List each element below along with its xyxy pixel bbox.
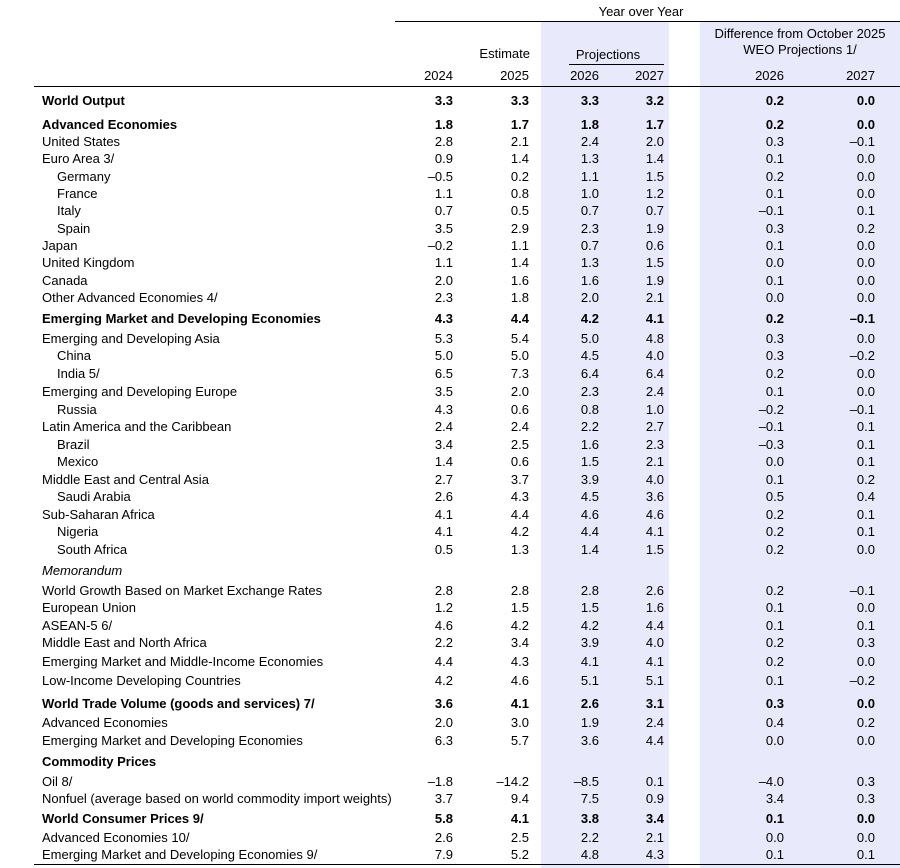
table-cell: 3.0 bbox=[510, 715, 529, 730]
table-cell: 0.1 bbox=[645, 774, 664, 789]
table-cell: 3.7 bbox=[434, 791, 453, 806]
row-label: Germany bbox=[57, 169, 111, 184]
table-cell: 0.1 bbox=[765, 472, 784, 487]
table-cell: 0.7 bbox=[434, 203, 453, 218]
table-cell: 0.3 bbox=[765, 348, 784, 363]
row-label: Emerging Market and Developing Economies bbox=[42, 733, 303, 748]
row-label: Emerging Market and Developing Economies 9/ bbox=[42, 847, 318, 862]
table-cell: 1.8 bbox=[434, 117, 453, 132]
table-cell: –14.2 bbox=[496, 774, 529, 789]
table-cell: 3.3 bbox=[510, 93, 529, 108]
table-cell: –4.0 bbox=[758, 774, 784, 789]
table-cell: 0.0 bbox=[765, 830, 784, 845]
table-cell: 2.4 bbox=[580, 134, 599, 149]
table-cell: 1.3 bbox=[510, 542, 529, 557]
difference-label-line1: Difference from October 2025 bbox=[714, 26, 886, 41]
table-cell: 0.0 bbox=[856, 733, 875, 748]
table-cell: 4.4 bbox=[580, 524, 599, 539]
row-label: Canada bbox=[42, 273, 88, 288]
table-cell: 1.9 bbox=[645, 273, 664, 288]
table-cell: 4.6 bbox=[434, 618, 453, 633]
table-cell: 4.2 bbox=[580, 311, 599, 326]
row-label: Spain bbox=[57, 221, 91, 236]
table-cell: 0.2 bbox=[856, 715, 875, 730]
table-cell: 0.2 bbox=[765, 169, 784, 184]
year-header-3: 2026 bbox=[570, 68, 599, 83]
table-cell: 2.0 bbox=[434, 273, 453, 288]
row-label: Commodity Prices bbox=[42, 754, 157, 769]
table-cell: 0.0 bbox=[765, 454, 784, 469]
table-cell: 0.0 bbox=[856, 290, 875, 305]
year-header-1: 2024 bbox=[424, 68, 453, 83]
table-cell: 0.2 bbox=[765, 542, 784, 557]
row-label: Nigeria bbox=[57, 524, 99, 539]
table-cell: 4.3 bbox=[510, 489, 529, 504]
table-cell: 0.2 bbox=[765, 117, 784, 132]
table-cell: 3.5 bbox=[434, 384, 453, 399]
table-cell: 0.0 bbox=[856, 654, 875, 669]
row-label: Emerging and Developing Asia bbox=[42, 331, 220, 346]
table-cell: 0.5 bbox=[434, 542, 453, 557]
table-cell: 0.1 bbox=[765, 273, 784, 288]
table-cell: 2.7 bbox=[645, 419, 664, 434]
table-cell: 3.8 bbox=[580, 811, 599, 826]
table-cell: 1.4 bbox=[510, 255, 529, 270]
table-cell: 1.5 bbox=[580, 600, 599, 615]
table-cell: 3.6 bbox=[580, 733, 599, 748]
table-cell: 2.1 bbox=[645, 290, 664, 305]
table-cell: 0.1 bbox=[765, 600, 784, 615]
table-cell: 0.2 bbox=[765, 583, 784, 598]
table-cell: –0.1 bbox=[849, 402, 875, 417]
row-label: European Union bbox=[42, 600, 136, 615]
table-cell: 0.0 bbox=[856, 542, 875, 557]
table-cell: 1.5 bbox=[510, 600, 529, 615]
table-cell: 3.4 bbox=[645, 811, 664, 826]
table-cell: 1.0 bbox=[645, 402, 664, 417]
table-cell: 0.2 bbox=[765, 93, 784, 108]
table-cell: 1.1 bbox=[510, 238, 529, 253]
table-cell: 0.8 bbox=[580, 402, 599, 417]
table-cell: 4.5 bbox=[580, 489, 599, 504]
row-label: Latin America and the Caribbean bbox=[42, 419, 232, 434]
row-label: Euro Area 3/ bbox=[42, 151, 115, 166]
table-cell: 0.0 bbox=[765, 733, 784, 748]
table-cell: 0.1 bbox=[765, 151, 784, 166]
table-cell: 0.1 bbox=[765, 847, 784, 862]
projections-rule bbox=[569, 64, 664, 65]
table-cell: 1.7 bbox=[510, 117, 529, 132]
table-cell: 2.3 bbox=[645, 437, 664, 452]
table-cell: 2.8 bbox=[434, 583, 453, 598]
table-cell: 3.7 bbox=[510, 472, 529, 487]
table-cell: 1.3 bbox=[580, 255, 599, 270]
table-cell: 2.1 bbox=[645, 454, 664, 469]
table-cell: 0.9 bbox=[645, 791, 664, 806]
table-cell: 0.1 bbox=[856, 419, 875, 434]
table-cell: 9.4 bbox=[510, 791, 529, 806]
row-label: World Growth Based on Market Exchange Rates bbox=[42, 583, 323, 598]
table-cell: 1.6 bbox=[645, 600, 664, 615]
table-cell: 0.1 bbox=[765, 618, 784, 633]
table-cell: 0.0 bbox=[856, 830, 875, 845]
table-cell: 1.8 bbox=[580, 117, 599, 132]
row-label: India 5/ bbox=[57, 366, 100, 381]
row-label: Low-Income Developing Countries bbox=[42, 673, 241, 688]
table-cell: 4.3 bbox=[434, 311, 453, 326]
table-cell: –0.5 bbox=[427, 169, 453, 184]
table-cell: 5.4 bbox=[510, 331, 529, 346]
table-cell: 0.1 bbox=[856, 847, 875, 862]
year-header-4: 2027 bbox=[635, 68, 664, 83]
table-cell: 2.5 bbox=[510, 830, 529, 845]
table-cell: 0.0 bbox=[856, 169, 875, 184]
row-label: Brazil bbox=[57, 437, 90, 452]
table-cell: 3.6 bbox=[645, 489, 664, 504]
table-cell: 4.6 bbox=[510, 673, 529, 688]
table-cell: –0.1 bbox=[758, 203, 784, 218]
table-cell: 4.4 bbox=[645, 733, 664, 748]
table-cell: 1.3 bbox=[580, 151, 599, 166]
table-cell: 4.2 bbox=[510, 524, 529, 539]
table-cell: 1.6 bbox=[580, 273, 599, 288]
table-cell: 0.0 bbox=[856, 238, 875, 253]
row-label: Japan bbox=[42, 238, 78, 253]
table-cell: 0.0 bbox=[856, 117, 875, 132]
table-cell: 4.8 bbox=[645, 331, 664, 346]
table-cell: 0.5 bbox=[510, 203, 529, 218]
table-cell: 3.3 bbox=[434, 93, 453, 108]
table-cell: 4.3 bbox=[434, 402, 453, 417]
table-cell: 1.5 bbox=[580, 454, 599, 469]
table-cell: 0.1 bbox=[856, 524, 875, 539]
table-cell: 0.3 bbox=[765, 331, 784, 346]
table-cell: 1.5 bbox=[645, 169, 664, 184]
table-cell: 2.9 bbox=[510, 221, 529, 236]
table-cell: 2.0 bbox=[645, 134, 664, 149]
table-cell: 0.3 bbox=[856, 635, 875, 650]
table-cell: 5.8 bbox=[434, 811, 453, 826]
table-cell: –1.8 bbox=[427, 774, 453, 789]
table-cell: 7.9 bbox=[434, 847, 453, 862]
table-cell: 4.1 bbox=[580, 654, 599, 669]
table-cell: 6.4 bbox=[645, 366, 664, 381]
table-cell: –0.1 bbox=[849, 134, 875, 149]
table-cell: 4.3 bbox=[645, 847, 664, 862]
table-cell: 2.1 bbox=[510, 134, 529, 149]
row-label: Nonfuel (average based on world commodity import weights) bbox=[42, 791, 392, 806]
header-bottom-rule bbox=[34, 86, 900, 87]
table-cell: 4.4 bbox=[645, 618, 664, 633]
table-cell: 4.1 bbox=[645, 654, 664, 669]
table-cell: 4.1 bbox=[645, 311, 664, 326]
table-cell: 0.1 bbox=[856, 454, 875, 469]
year-header-2: 2025 bbox=[500, 68, 529, 83]
table-cell: 4.2 bbox=[580, 618, 599, 633]
table-cell: 0.7 bbox=[580, 238, 599, 253]
table-cell: 0.7 bbox=[645, 203, 664, 218]
table-cell: 6.5 bbox=[434, 366, 453, 381]
table-cell: 4.1 bbox=[510, 696, 529, 711]
row-label: Emerging and Developing Europe bbox=[42, 384, 238, 399]
table-cell: 1.6 bbox=[510, 273, 529, 288]
table-cell: 0.6 bbox=[510, 454, 529, 469]
table-cell: 0.2 bbox=[765, 311, 784, 326]
table-cell: 0.0 bbox=[856, 384, 875, 399]
table-cell: 1.4 bbox=[645, 151, 664, 166]
table-cell: 0.2 bbox=[856, 472, 875, 487]
table-cell: 0.1 bbox=[765, 238, 784, 253]
table-cell: 7.5 bbox=[580, 791, 599, 806]
table-cell: 0.0 bbox=[856, 366, 875, 381]
table-cell: 2.6 bbox=[434, 489, 453, 504]
row-label: United States bbox=[42, 134, 121, 149]
row-label: South Africa bbox=[57, 542, 128, 557]
header-top-rule bbox=[395, 21, 900, 22]
row-label: Other Advanced Economies 4/ bbox=[42, 290, 218, 305]
table-cell: 4.1 bbox=[510, 811, 529, 826]
row-label: Oil 8/ bbox=[42, 774, 73, 789]
table-cell: 3.4 bbox=[434, 437, 453, 452]
table-cell: 5.0 bbox=[510, 348, 529, 363]
table-cell: 0.2 bbox=[765, 524, 784, 539]
row-label: Russia bbox=[57, 402, 97, 417]
table-cell: 0.2 bbox=[856, 221, 875, 236]
table-cell: 0.0 bbox=[856, 93, 875, 108]
table-cell: 4.2 bbox=[510, 618, 529, 633]
year-over-year-label: Year over Year bbox=[598, 4, 684, 19]
table-cell: 5.0 bbox=[580, 331, 599, 346]
table-cell: 5.2 bbox=[510, 847, 529, 862]
table-cell: 2.2 bbox=[434, 635, 453, 650]
table-cell: 2.8 bbox=[510, 583, 529, 598]
table-cell: –0.2 bbox=[849, 673, 875, 688]
table-cell: 5.1 bbox=[580, 673, 599, 688]
table-cell: 5.1 bbox=[645, 673, 664, 688]
table-cell: 1.4 bbox=[510, 151, 529, 166]
row-label: Sub-Saharan Africa bbox=[42, 507, 155, 522]
table-cell: 1.1 bbox=[580, 169, 599, 184]
row-label: Middle East and North Africa bbox=[42, 635, 207, 650]
table-cell: 2.6 bbox=[580, 696, 599, 711]
table-cell: 2.4 bbox=[645, 715, 664, 730]
table-cell: 3.4 bbox=[510, 635, 529, 650]
table-cell: 1.7 bbox=[645, 117, 664, 132]
table-bottom-rule bbox=[34, 864, 900, 865]
row-label: Middle East and Central Asia bbox=[42, 472, 209, 487]
row-label: France bbox=[57, 186, 98, 201]
row-label: Memorandum bbox=[42, 563, 123, 578]
table-cell: 3.3 bbox=[580, 93, 599, 108]
table-cell: 1.1 bbox=[434, 186, 453, 201]
table-cell: 0.6 bbox=[645, 238, 664, 253]
table-cell: 0.1 bbox=[856, 507, 875, 522]
table-cell: 0.6 bbox=[510, 402, 529, 417]
table-cell: 0.1 bbox=[765, 673, 784, 688]
table-cell: 0.1 bbox=[856, 618, 875, 633]
row-label: Emerging Market and Middle-Income Economies bbox=[42, 654, 324, 669]
table-cell: –0.2 bbox=[758, 402, 784, 417]
table-cell: 6.4 bbox=[580, 366, 599, 381]
row-label: World Consumer Prices 9/ bbox=[42, 811, 204, 826]
table-cell: 4.1 bbox=[434, 507, 453, 522]
projections-label: Projections bbox=[575, 47, 641, 62]
table-cell: 2.2 bbox=[580, 419, 599, 434]
table-cell: 2.5 bbox=[510, 437, 529, 452]
table-cell: 1.4 bbox=[580, 542, 599, 557]
table-cell: 0.9 bbox=[434, 151, 453, 166]
table-cell: 4.6 bbox=[645, 507, 664, 522]
table-cell: –8.5 bbox=[573, 774, 599, 789]
table-cell: 0.0 bbox=[856, 696, 875, 711]
table-cell: 0.2 bbox=[765, 654, 784, 669]
row-label: Advanced Economies bbox=[42, 117, 178, 132]
row-label: Mexico bbox=[57, 454, 99, 469]
table-cell: 2.1 bbox=[645, 830, 664, 845]
table-cell: 2.3 bbox=[580, 221, 599, 236]
table-cell: –0.1 bbox=[758, 419, 784, 434]
row-label: Advanced Economies bbox=[42, 715, 168, 730]
table-cell: 2.0 bbox=[580, 290, 599, 305]
table-cell: 3.1 bbox=[645, 696, 664, 711]
table-cell: 2.4 bbox=[434, 419, 453, 434]
table-cell: 4.0 bbox=[645, 348, 664, 363]
row-label: ASEAN-5 6/ bbox=[42, 618, 113, 633]
table-cell: 1.1 bbox=[434, 255, 453, 270]
table-cell: 0.5 bbox=[765, 489, 784, 504]
table-cell: –0.1 bbox=[849, 311, 875, 326]
table-cell: 0.2 bbox=[510, 169, 529, 184]
table-cell: 4.5 bbox=[580, 348, 599, 363]
row-label: United Kingdom bbox=[42, 255, 135, 270]
table-cell: 0.1 bbox=[765, 186, 784, 201]
table-cell: 4.2 bbox=[434, 673, 453, 688]
table-cell: 4.4 bbox=[434, 654, 453, 669]
table-cell: 0.0 bbox=[856, 186, 875, 201]
table-cell: 1.2 bbox=[434, 600, 453, 615]
table-cell: 1.0 bbox=[580, 186, 599, 201]
table-cell: 0.0 bbox=[856, 255, 875, 270]
table-cell: 0.2 bbox=[765, 635, 784, 650]
table-cell: 3.2 bbox=[645, 93, 664, 108]
table-cell: 0.2 bbox=[765, 507, 784, 522]
table-cell: 2.7 bbox=[434, 472, 453, 487]
table-cell: 0.3 bbox=[765, 134, 784, 149]
table-cell: 0.4 bbox=[856, 489, 875, 504]
table-cell: 3.9 bbox=[580, 472, 599, 487]
table-cell: 2.6 bbox=[645, 583, 664, 598]
row-label: Advanced Economies 10/ bbox=[42, 830, 190, 845]
table-cell: 4.1 bbox=[434, 524, 453, 539]
row-label: Emerging Market and Developing Economies bbox=[42, 311, 321, 326]
table-cell: 1.2 bbox=[645, 186, 664, 201]
table-cell: 0.3 bbox=[765, 221, 784, 236]
table-cell: 0.3 bbox=[856, 791, 875, 806]
row-label: World Output bbox=[42, 93, 125, 108]
table-cell: 4.8 bbox=[580, 847, 599, 862]
table-cell: 0.7 bbox=[580, 203, 599, 218]
table-cell: 2.8 bbox=[434, 134, 453, 149]
table-cell: 1.9 bbox=[645, 221, 664, 236]
table-cell: 5.7 bbox=[510, 733, 529, 748]
table-cell: –0.1 bbox=[849, 583, 875, 598]
table-cell: 3.6 bbox=[434, 696, 453, 711]
table-cell: 4.3 bbox=[510, 654, 529, 669]
table-cell: 0.3 bbox=[856, 774, 875, 789]
difference-label-line2: WEO Projections 1/ bbox=[743, 42, 857, 57]
table-cell: 0.4 bbox=[765, 715, 784, 730]
table-cell: 0.0 bbox=[765, 290, 784, 305]
table-cell: 4.6 bbox=[580, 507, 599, 522]
table-cell: 2.0 bbox=[434, 715, 453, 730]
table-cell: 0.1 bbox=[765, 384, 784, 399]
table-cell: 3.9 bbox=[580, 635, 599, 650]
table-cell: 2.4 bbox=[645, 384, 664, 399]
table-cell: 0.0 bbox=[856, 811, 875, 826]
table-cell: 2.2 bbox=[580, 830, 599, 845]
table-cell: 1.4 bbox=[434, 454, 453, 469]
table-cell: 2.4 bbox=[510, 419, 529, 434]
table-cell: 0.0 bbox=[856, 600, 875, 615]
table-cell: 0.1 bbox=[856, 203, 875, 218]
table-cell: 5.0 bbox=[434, 348, 453, 363]
table-cell: 0.8 bbox=[510, 186, 529, 201]
table-cell: 2.0 bbox=[510, 384, 529, 399]
table-cell: 6.3 bbox=[434, 733, 453, 748]
year-header-6: 2027 bbox=[846, 68, 875, 83]
table-cell: –0.2 bbox=[427, 238, 453, 253]
table-cell: 4.4 bbox=[510, 311, 529, 326]
table-cell: 0.0 bbox=[856, 331, 875, 346]
table-cell: 5.3 bbox=[434, 331, 453, 346]
table-cell: 1.5 bbox=[645, 542, 664, 557]
year-header-5: 2026 bbox=[755, 68, 784, 83]
table-cell: 7.3 bbox=[510, 366, 529, 381]
row-label: World Trade Volume (goods and services) 7/ bbox=[42, 696, 315, 711]
table-cell: 2.8 bbox=[580, 583, 599, 598]
row-label: China bbox=[57, 348, 91, 363]
table-cell: 0.1 bbox=[765, 811, 784, 826]
row-label: Saudi Arabia bbox=[57, 489, 131, 504]
table-cell: 4.1 bbox=[645, 524, 664, 539]
table-cell: 3.4 bbox=[765, 791, 784, 806]
table-cell: 0.0 bbox=[856, 273, 875, 288]
table-cell: 4.0 bbox=[645, 472, 664, 487]
table-cell: 4.0 bbox=[645, 635, 664, 650]
table-cell: 2.3 bbox=[580, 384, 599, 399]
table-cell: 1.8 bbox=[510, 290, 529, 305]
table-cell: 1.5 bbox=[645, 255, 664, 270]
table-cell: 2.6 bbox=[434, 830, 453, 845]
table-cell: 2.3 bbox=[434, 290, 453, 305]
table-cell: 3.5 bbox=[434, 221, 453, 236]
estimate-label: Estimate bbox=[479, 46, 530, 61]
table-cell: 1.9 bbox=[580, 715, 599, 730]
table-cell: –0.2 bbox=[849, 348, 875, 363]
table-cell: –0.3 bbox=[758, 437, 784, 452]
table-cell: 0.0 bbox=[765, 255, 784, 270]
table-cell: 0.2 bbox=[765, 366, 784, 381]
table-cell: 0.1 bbox=[856, 437, 875, 452]
table-cell: 0.3 bbox=[765, 696, 784, 711]
table-cell: 1.6 bbox=[580, 437, 599, 452]
table-cell: 0.0 bbox=[856, 151, 875, 166]
table-cell: 4.4 bbox=[510, 507, 529, 522]
row-label: Italy bbox=[57, 203, 81, 218]
